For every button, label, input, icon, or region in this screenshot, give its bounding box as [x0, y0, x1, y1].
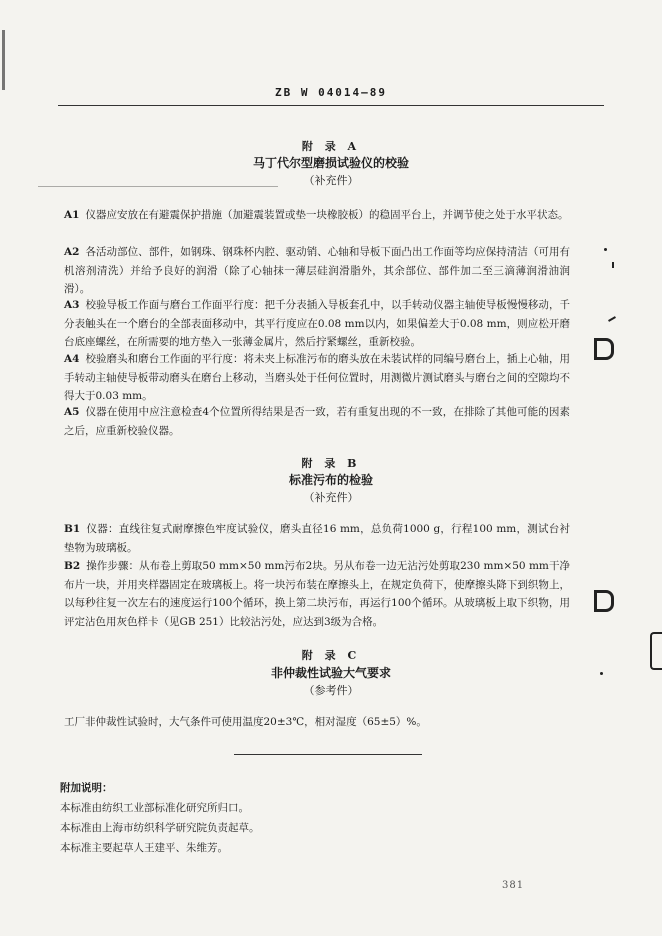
paragraph-c [64, 713, 570, 732]
appendix-a-title: 马丁代尔型磨损试验仪的校验 [252, 156, 409, 170]
scan-edge-mark [2, 30, 5, 90]
appendix-b-title: 标准污布的检验 [288, 473, 373, 487]
binder-hole-mark [594, 338, 614, 360]
item-label: A3 [64, 299, 80, 311]
header-rule [58, 105, 604, 106]
notes-heading: 附加说明： [60, 782, 113, 794]
appendix-b-heading: 附 录 B [301, 457, 361, 470]
appendix-b-note: （补充件） [303, 491, 359, 504]
scan-dot [608, 316, 616, 322]
paragraph-a3 [64, 296, 570, 352]
item-label: A1 [64, 209, 80, 221]
appendix-c-title: 非仲裁性试验大气要求 [270, 666, 391, 680]
item-label: A2 [64, 246, 80, 258]
notes-line: 本标准由纺织工业部标准化研究所归口。 [60, 802, 249, 814]
paragraph-a2 [64, 243, 570, 299]
item-text: 仪器在使用中应注意检查4个位置所得结果是否一致，若有重复出现的不一致，在排除了其他可能的因素之后，应重新校验仪器。 [64, 406, 570, 437]
paragraph-a1 [64, 206, 570, 225]
notes-line: 本标准由上海市纺织科学研究院负责起草。 [60, 822, 260, 834]
item-text: 校验导板工作面与磨台工作面平行度：把千分表插入导板套孔中，以手转动仪器主轴使导板慢慢移动，千分表触头在一个磨台的全部表面移动中，其平行度应在0.08 mm以内，如果偏差大于0.08 mm，则应松开磨台底座螺丝，在所需要的地方垫入一张薄金属片，然后拧紧螺丝，重新校验。 [64, 299, 570, 348]
notes-line: 本标准主要起草人王建平、朱维芳。 [60, 842, 228, 854]
edge-tab-mark [650, 632, 662, 670]
scan-dot [600, 672, 603, 675]
appendix-c-heading: 附 录 C [301, 649, 361, 662]
scan-dot [612, 262, 614, 268]
item-text: 工厂非仲裁性试验时，大气条件可使用温度20±3℃，相对湿度（65±5）%。 [64, 716, 427, 728]
additional-notes [60, 778, 460, 858]
item-text: 各活动部位、部件，如钢珠、钢珠杯内腔、驱动销、心轴和导板下面凸出工作面等均应保持清洁（可用有机溶剂清洗）并给予良好的润滑（除了心轴抹一薄层硅润滑脂外，其余部位、部件加二至三滴薄润滑油润滑）。 [64, 246, 570, 295]
appendix-a-note: （补充件） [303, 174, 359, 187]
item-label: B1 [64, 523, 81, 535]
page-number: 381 [502, 880, 525, 891]
scan-streak [38, 186, 278, 187]
paragraph-b1 [64, 520, 570, 557]
section-divider [234, 754, 422, 755]
item-label: B2 [64, 560, 81, 572]
appendix-c-note: （参考件） [303, 684, 359, 697]
standard-code: ZB W 04014—89 [274, 86, 388, 99]
paragraph-a4 [64, 350, 570, 406]
item-text: 操作步骤：从布卷上剪取50 mm×50 mm污布2块。另从布卷一边无沾污处剪取230 mm×50 mm干净布片一块，并用夹样器固定在玻璃板上。将一块污布装在摩擦头上，在规定负荷下，使摩擦头降下到织物上，以每秒往复一次左右的速度运行100个循环，换上第二块污布，再运行100个循环。从玻璃板上取下织物，用评定沾色用灰色样卡（见GB 251）比较沾污处，应达到3级为合格。 [64, 560, 570, 628]
scan-dot [604, 248, 607, 251]
item-text: 仪器应安放在有避震保护措施（加避震装置或垫一块橡胶板）的稳固平台上，并调节使之处于水平状态。 [85, 209, 569, 221]
item-label: A5 [64, 406, 80, 418]
item-label: A4 [64, 353, 80, 365]
item-text: 仪器：直线往复式耐摩擦色牢度试验仪，磨头直径16 mm，总负荷1000 g，行程100 mm，测试台衬垫物为玻璃板。 [64, 523, 570, 554]
binder-hole-mark [594, 590, 614, 612]
paragraph-b2 [64, 557, 570, 631]
item-text: 校验磨头和磨台工作面的平行度：将未夹上标准污布的磨头放在未装试样的同编号磨台上，插上心轴，用手转动主轴使导板带动磨头在磨台上移动，当磨头处于任何位置时，用测微片测试磨头与磨台之间的空隙均不得大于0.03 mm。 [64, 353, 570, 402]
appendix-a-heading: 附 录 A [301, 140, 361, 153]
paragraph-a5 [64, 403, 570, 440]
